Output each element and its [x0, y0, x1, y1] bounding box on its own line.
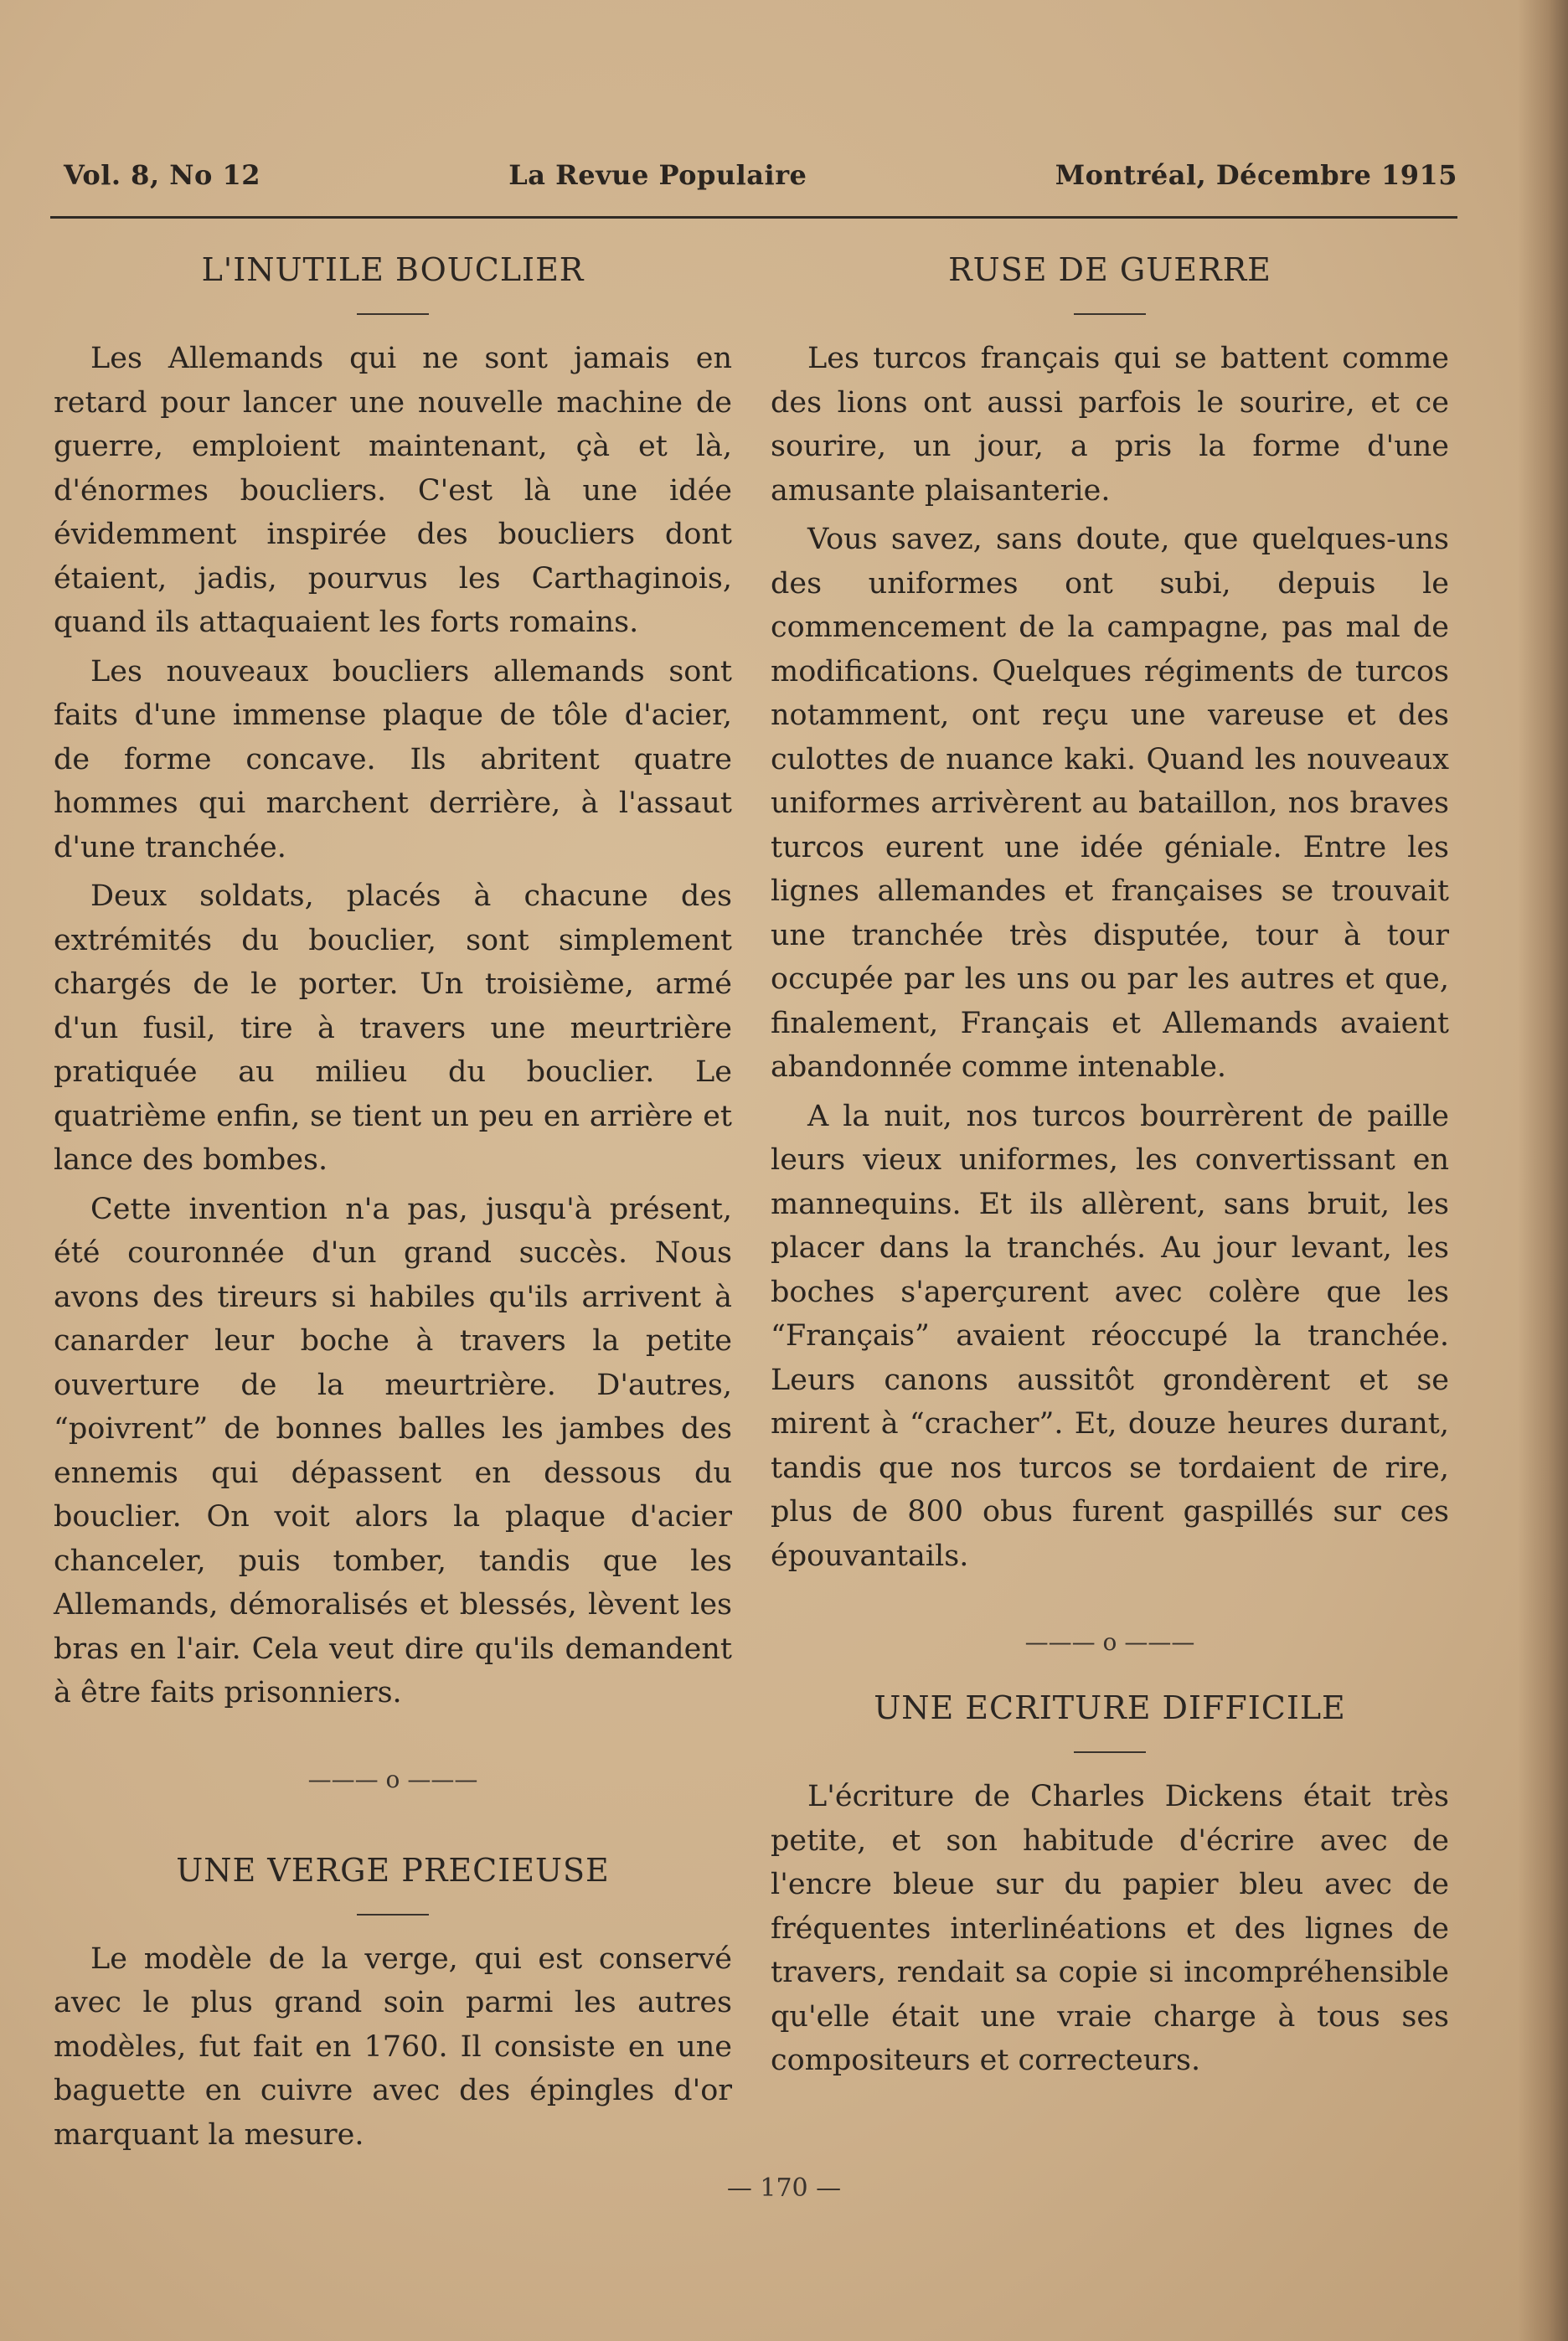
section-separator: ——— o ———	[1024, 1628, 1195, 1656]
article-title: L'INUTILE BOUCLIER	[201, 251, 585, 288]
article-title: UNE VERGE PRECIEUSE	[176, 1851, 610, 1889]
page-edge-shadow	[1518, 0, 1568, 2341]
volume-number: Vol. 8, No 12	[64, 159, 260, 191]
journal-title: La Revue Populaire	[508, 159, 807, 191]
title-rule	[357, 313, 429, 315]
right-column	[771, 251, 1449, 2088]
article-paragraph: Vous savez, sans doute, que quelques-uns des uniformes ont subi, depuis le commencement de la campagne, pas mal de modifications. Quelques régiments de turcos notamment, ont reçu une vareuse et des culottes de nuance kaki. Quand les nouveaux uniformes arrivèrent au bataillon, nos braves turcos eurent une idée géniale. Entre les lignes allemandes et françaises se trouvait une tranchée très disputée, tour à tour occupée par les uns ou par les autres et que, finalement, Français et Allemands avaient abandonnée comme intenable.	[771, 523, 1449, 1084]
article-paragraph: Les nouveaux boucliers allemands sont faits d'une immense plaque de tôle d'acier, de forme concave. Ils abritent quatre hommes qui marchent derrière, à l'assaut d'une tranchée.	[54, 654, 732, 864]
article-paragraph: Deux soldats, placés à chacune des extrémités du bouclier, sont simplement chargés de le porter. Un troisième, armé d'un fusil, tire à travers une meurtrière pratiquée au milieu du bouclier. Le quatrième enfin, se tient un peu en arrière et lance des bombes.	[54, 879, 732, 1177]
article-title: UNE ECRITURE DIFFICILE	[874, 1689, 1346, 1726]
article-paragraph: A la nuit, nos turcos bourrèrent de paille leurs vieux uniformes, les convertissant en mannequins. Et ils allèrent, sans bruit, les placer dans la tranchés. Au jour levant, les boches s'aperçurent avec colère que les “Français” avaient réoccupé la tranchée. Leurs canons aussitôt grondèrent et se mirent à “cracher”. Et, douze heures durant, tandis que nos turcos se tordaient de rire, plus de 800 obus furent gaspillés sur ces épouvantails.	[771, 1099, 1449, 1573]
page-header	[64, 159, 1457, 191]
article-verge	[54, 1852, 732, 2158]
article-paragraph: Les turcos français qui se battent comme des lions ont aussi parfois le sourire, et ce sourire, un jour, a pris la forme d'une amusante plaisanterie.	[771, 342, 1449, 508]
article-ruse	[771, 251, 1449, 1578]
article-bouclier	[54, 251, 732, 1715]
article-paragraph: Cette invention n'a pas, jusqu'à présent, été couronnée d'un grand succès. Nous avons des tireurs si habiles qu'ils arrivent à canarder leur boche à travers la petite ouverture de la meurtrière. D'autres, “poivrent” de bonnes balles les jambes des ennemis qui dépassent en dessous du bouclier. On voit alors la plaque d'acier chanceler, puis tomber, tandis que les Allemands, démoralisés et blessés, lèvent les bras en l'air. Cela veut dire qu'ils demandent à être faits prisonniers.	[54, 1192, 732, 1709]
title-rule	[1074, 313, 1146, 315]
title-rule	[1074, 1751, 1146, 1753]
article-paragraph: L'écriture de Charles Dickens était très petite, et son habitude d'écrire avec de l'encre bleue sur du papier bleu avec de fréquentes interlinéations et des lignes de travers, rendait sa copie si incompréhensible qu'elle était une vraie charge à tous ses compositeurs et correcteurs.	[771, 1780, 1449, 2077]
page-number: — 170 —	[726, 2173, 842, 2203]
article-ecriture	[771, 1689, 1449, 2083]
article-title: RUSE DE GUERRE	[948, 251, 1271, 288]
header-rule	[50, 216, 1457, 219]
left-column	[54, 251, 732, 2162]
article-paragraph: Les Allemands qui ne sont jamais en retard pour lancer une nouvelle machine de guerre, emploient maintenant, çà et là, d'énormes boucliers. C'est là une idée évidemment inspirée des boucliers dont étaient, jadis, pourvus les Carthaginois, quand ils attaquaient les forts romains.	[54, 342, 732, 639]
article-paragraph: Le modèle de la verge, qui est conservé avec le plus grand soin parmi les autres modèles, fut fait en 1760. Il consiste en une baguette en cuivre avec des épingles d'or marquant la mesure.	[54, 1941, 732, 2152]
place-date: Montréal, Décembre 1915	[1055, 159, 1457, 191]
title-rule	[357, 1914, 429, 1916]
section-separator: ——— o ———	[307, 1765, 478, 1793]
